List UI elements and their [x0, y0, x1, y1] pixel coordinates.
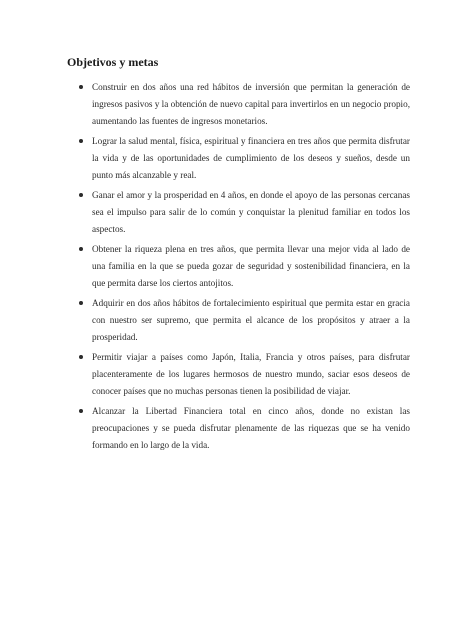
goal-text: Adquirir en dos años hábitos de fortalecimiento espiritual que permita estar en gracia con nuestro ser supremo, que permita el alcance de los propósitos y atraer a la prosperidad. — [92, 298, 410, 342]
goal-text: Construir en dos años una red hábitos de inversión que permitan la generación de ingresos pasivos y la obtención de nuevo capital para invertirlos en un negocio propio, aumentando las fuentes de ingresos monetarios. — [92, 82, 410, 126]
goal-item — [68, 349, 410, 400]
goal-item — [68, 403, 410, 454]
bullet-icon — [79, 193, 83, 197]
bullet-icon — [79, 85, 83, 89]
bullet-icon — [79, 247, 83, 251]
goals-list — [68, 79, 410, 457]
goal-text: Alcanzar la Libertad Financiera total en cinco años, donde no existan las preocupaciones y se pueda disfrutar plenamente de las riquezas que se ha venido formando en lo largo de la vida. — [92, 406, 410, 450]
bullet-icon — [79, 301, 83, 305]
bullet-icon — [79, 139, 83, 143]
goal-text: Permitir viajar a países como Japón, Italia, Francia y otros países, para disfrutar placenteramente de los lugares hermosos de nuestro mundo, saciar esos deseos de conocer países que no muchas personas tienen la posibilidad de viajar. — [92, 352, 410, 396]
bullet-icon — [79, 409, 83, 413]
goal-item — [68, 241, 410, 292]
goal-item — [68, 133, 410, 184]
goal-item — [68, 79, 410, 130]
goal-text: Obtener la riqueza plena en tres años, que permita llevar una mejor vida al lado de una familia en la que se pueda gozar de seguridad y sostenibilidad financiera, en la que permita darse los ciertos antojitos. — [92, 244, 410, 288]
section-heading: Objetivos y metas — [67, 55, 159, 69]
bullet-icon — [79, 355, 83, 359]
goal-text: Lograr la salud mental, física, espiritual y financiera en tres años que permita disfrutar la vida y de las oportunidades de cumplimiento de los deseos y sueños, desde un punto más alcanzable y real. — [92, 136, 410, 180]
goal-item — [68, 295, 410, 346]
goal-text: Ganar el amor y la prosperidad en 4 años, en donde el apoyo de las personas cercanas sea el impulso para salir de lo común y conquistar la plenitud familiar en todos los aspectos. — [92, 190, 410, 234]
goal-item — [68, 187, 410, 238]
